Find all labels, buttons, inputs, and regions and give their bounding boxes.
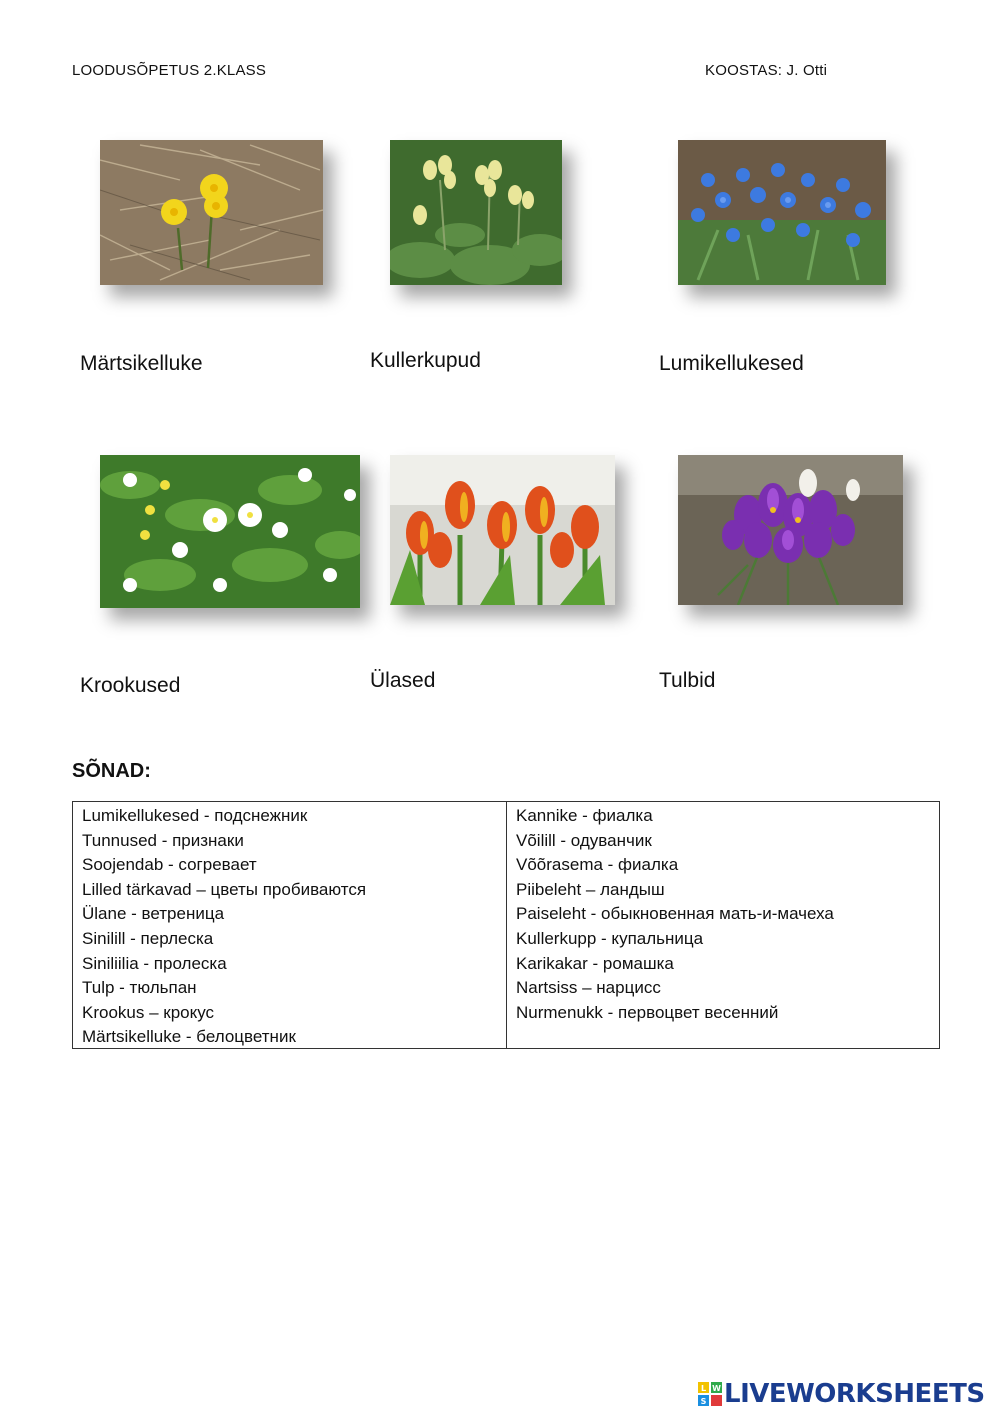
liveworksheets-brand — [698, 1378, 985, 1410]
caption-5: Ülased — [370, 669, 436, 692]
word-row: Paiseleht - обыкновенная мать-и-мачеха — [516, 904, 834, 924]
words-table — [72, 801, 940, 1049]
word-row: Karikakar - ромашка — [516, 953, 674, 973]
svg-text:L: L — [700, 1384, 707, 1393]
svg-text:W: W — [712, 1384, 721, 1393]
liveworksheets-wordmark: LIVEWORKSHEETS — [724, 1379, 985, 1409]
word-row: Soojendab - согревает — [82, 855, 257, 875]
photo-coltsfoot — [100, 140, 323, 285]
photo-cowslip — [390, 140, 562, 285]
caption-1: Märtsikelluke — [80, 352, 203, 375]
word-row: Siniliilia - пролеска — [82, 953, 227, 973]
word-row: Kullerkupp - купальница — [516, 928, 704, 948]
word-row: Lumikellukesed - подснежник — [82, 806, 308, 825]
words-column-right — [507, 802, 939, 1048]
photo-crocuses — [678, 455, 903, 605]
word-row: Lilled tärkavad – цветы пробиваются — [82, 879, 367, 899]
header-subject: LOODUSÕPETUS 2.KLASS — [72, 62, 267, 79]
word-row: Ülane - ветреница — [82, 904, 225, 924]
word-row: Tunnused - признаки — [82, 830, 244, 850]
words-title: SÕNAD: — [72, 760, 151, 782]
photo-anemones — [100, 455, 360, 608]
svg-text:S: S — [700, 1397, 707, 1406]
word-row: Nurmenukk - первоцвет весенний — [516, 1002, 779, 1022]
words-column-left — [73, 802, 507, 1048]
word-row: Sinilill - перлеска — [82, 928, 214, 948]
header-author: KOOSTAS: J. Otti — [705, 62, 828, 79]
liveworksheets-logo-icon — [698, 1382, 722, 1406]
word-row: Piibeleht – ландыш — [516, 879, 665, 899]
caption-4: Krookused — [80, 674, 181, 697]
word-row: Kannike - фиалка — [516, 806, 653, 825]
word-row: Krookus – крокус — [82, 1002, 215, 1022]
word-row: Tulp - тюльпан — [82, 978, 197, 998]
caption-2: Kullerkupud — [370, 349, 481, 372]
word-row: Võõrasema - фиалка — [516, 855, 679, 875]
photo-tulips — [390, 455, 615, 605]
word-row: Märtsikelluke - белоцветник — [82, 1027, 296, 1047]
word-row: Võilill - одуванчик — [516, 830, 652, 850]
word-row: Nartsiss – нарцисс — [516, 978, 661, 998]
caption-6: Tulbid — [659, 669, 716, 692]
photo-scilla — [678, 140, 886, 285]
caption-3: Lumikellukesed — [659, 352, 804, 375]
